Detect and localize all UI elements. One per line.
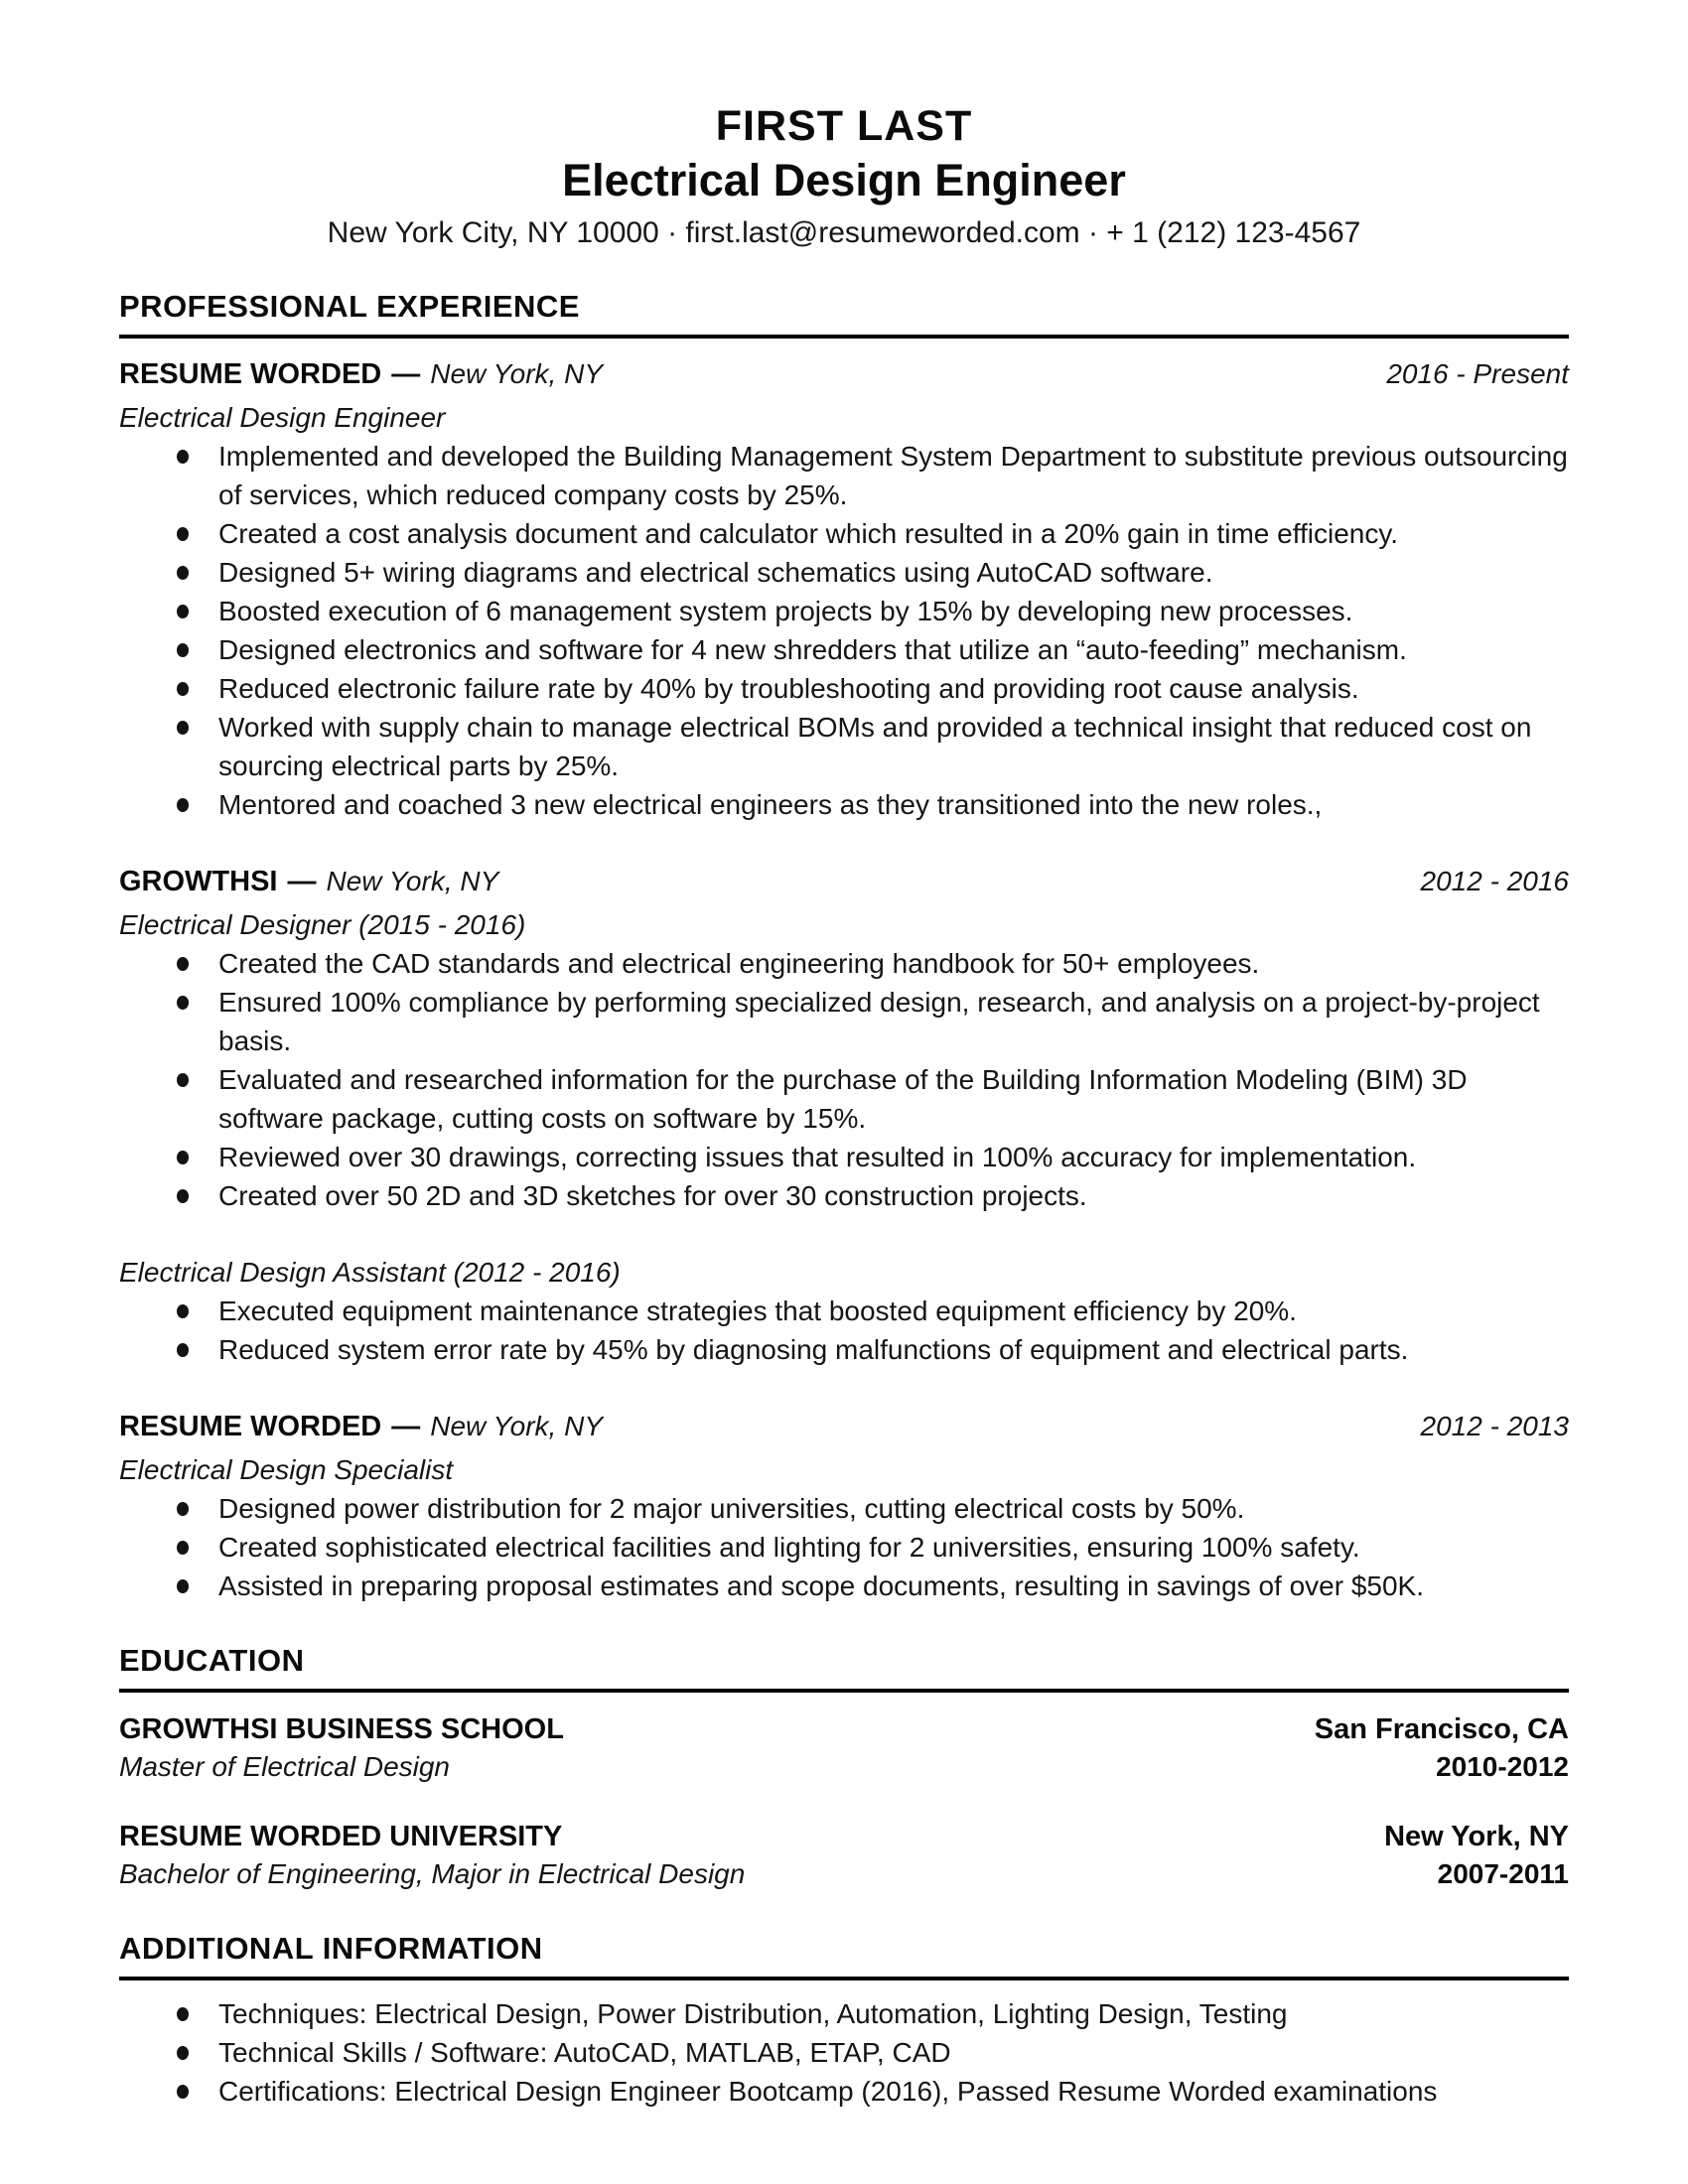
job-entry-growthsi	[119, 862, 1569, 1369]
bullet-text: Executed equipment maintenance strategies that boosted equipment efficiency by 20%.	[218, 1296, 1297, 1326]
job-company-line	[119, 862, 498, 905]
company-location-separator: —	[287, 866, 317, 897]
degree-dates: 2007-2011	[1437, 1858, 1569, 1889]
school-name: RESUME WORDED UNIVERSITY	[119, 1821, 563, 1852]
bullet-item	[119, 514, 1569, 553]
bullet-item	[119, 1138, 1569, 1176]
resume-header	[119, 103, 1569, 251]
bullet-text: Implemented and developed the Building Management System Department to substitute previous outsourcing of services, which reduced company costs by 25%.	[218, 441, 1568, 510]
job-company-line	[119, 354, 603, 398]
education-entry-resume-worded	[119, 1818, 1569, 1893]
bullet-item	[119, 944, 1569, 983]
bullet-dot-icon	[177, 1151, 189, 1164]
company-location: New York, NY	[430, 1411, 604, 1441]
bullet-item	[119, 630, 1569, 669]
candidate-name: FIRST LAST	[715, 102, 973, 150]
bullet-item	[119, 983, 1569, 1060]
school-name: GROWTHSI BUSINESS SCHOOL	[119, 1713, 564, 1745]
bullet-dot-icon	[177, 1502, 189, 1516]
bullet-text: Technical Skills / Software: AutoCAD, MATLAB, ETAP, CAD	[218, 2037, 951, 2068]
company-name: GROWTHSI	[119, 866, 278, 897]
bullet-dot-icon	[177, 957, 189, 971]
bullet-dot-icon	[177, 996, 189, 1010]
section-additional-information	[119, 1931, 1569, 2111]
bullet-item	[119, 669, 1569, 708]
job-dates: 2012 - 2016	[1420, 866, 1569, 896]
bullet-dot-icon	[177, 450, 189, 464]
bullet-dot-icon	[177, 2085, 189, 2099]
bullet-item	[119, 1330, 1569, 1369]
school-location: New York, NY	[1384, 1821, 1569, 1852]
bullet-text: Designed electronics and software for 4 new shredders that utilize an “auto-feeding” mechanism.	[218, 634, 1407, 665]
bullet-item	[119, 1292, 1569, 1330]
bullet-item	[119, 1060, 1569, 1138]
bullet-text: Created over 50 2D and 3D sketches for over 30 construction projects.	[218, 1180, 1087, 1211]
bullet-dot-icon	[177, 566, 189, 580]
role-block	[119, 1450, 1569, 1605]
bullet-dot-icon	[177, 1343, 189, 1357]
role-title: Electrical Design Engineer	[119, 402, 446, 433]
job-dates: 2012 - 2013	[1420, 1411, 1569, 1441]
bullet-dot-icon	[177, 605, 189, 618]
degree-dates: 2010-2012	[1436, 1751, 1569, 1782]
bullet-text: Reduced system error rate by 45% by diagnosing malfunctions of equipment and electrical parts.	[218, 1334, 1409, 1365]
candidate-title: Electrical Design Engineer	[562, 155, 1126, 205]
bullet-dot-icon	[177, 1073, 189, 1087]
role-title: Electrical Design Specialist	[119, 1454, 454, 1485]
bullet-item	[119, 1994, 1569, 2033]
bullet-dot-icon	[177, 721, 189, 735]
bullet-dot-icon	[177, 1579, 189, 1593]
job-company-line	[119, 1407, 603, 1450]
company-location: New York, NY	[326, 866, 499, 896]
job-dates: 2016 - Present	[1386, 358, 1569, 389]
bullet-item	[119, 437, 1569, 514]
school-location: San Francisco, CA	[1314, 1713, 1569, 1745]
bullet-dot-icon	[177, 527, 189, 541]
education-row	[119, 1855, 1569, 1893]
role-title: Electrical Design Assistant (2012 - 2016)	[119, 1257, 621, 1288]
role-block	[119, 398, 1569, 824]
additional-bullet-list	[119, 1994, 1569, 2111]
bullet-item	[119, 592, 1569, 630]
role-bullet-list	[119, 1292, 1569, 1369]
bullet-dot-icon	[177, 798, 189, 812]
section-heading-experience: PROFESSIONAL EXPERIENCE	[119, 289, 1569, 339]
bullet-dot-icon	[177, 643, 189, 657]
education-entry-growthsi	[119, 1710, 1569, 1786]
bullet-text: Designed power distribution for 2 major universities, cutting electrical costs by 50%.	[218, 1493, 1245, 1524]
company-location: New York, NY	[430, 358, 604, 389]
role-block	[119, 1253, 1569, 1369]
bullet-dot-icon	[177, 1541, 189, 1555]
bullet-text: Reviewed over 30 drawings, correcting issues that resulted in 100% accuracy for implementation.	[218, 1142, 1417, 1172]
education-row	[119, 1748, 1569, 1786]
bullet-text: Mentored and coached 3 new electrical engineers as they transitioned into the new roles.,	[218, 789, 1323, 820]
company-name: RESUME WORDED	[119, 1411, 382, 1442]
section-education	[119, 1643, 1569, 1893]
job-header	[119, 354, 1569, 398]
role-bullet-list	[119, 1489, 1569, 1605]
bullet-item	[119, 1528, 1569, 1567]
bullet-text: Techniques: Electrical Design, Power Distribution, Automation, Lighting Design, Testing	[218, 1998, 1288, 2029]
role-block	[119, 905, 1569, 1215]
bullet-item	[119, 1567, 1569, 1605]
bullet-item	[119, 708, 1569, 785]
job-header	[119, 862, 1569, 905]
company-name: RESUME WORDED	[119, 358, 382, 390]
bullet-text: Reduced electronic failure rate by 40% by troubleshooting and providing root cause analysis.	[218, 673, 1359, 704]
bullet-text: Certifications: Electrical Design Engineer Bootcamp (2016), Passed Resume Worded examinations	[218, 2076, 1438, 2107]
company-location-separator: —	[391, 358, 421, 390]
company-location-separator: —	[391, 1411, 421, 1442]
bullet-text: Ensured 100% compliance by performing specialized design, research, and analysis on a project-by-project basis.	[218, 987, 1540, 1056]
job-entry-resume-worded-1	[119, 354, 1569, 824]
bullet-text: Evaluated and researched information for the purchase of the Building Information Modeling (BIM) 3D software package, cutting costs on software by 15%.	[218, 1064, 1468, 1134]
job-entry-resume-worded-2	[119, 1407, 1569, 1605]
education-row	[119, 1710, 1569, 1748]
role-title: Electrical Designer (2015 - 2016)	[119, 909, 526, 940]
bullet-text: Assisted in preparing proposal estimates and scope documents, resulting in savings of over $50K.	[218, 1570, 1425, 1601]
bullet-dot-icon	[177, 1189, 189, 1203]
bullet-item	[119, 553, 1569, 592]
bullet-text: Boosted execution of 6 management system projects by 15% by developing new processes.	[218, 596, 1353, 626]
bullet-dot-icon	[177, 2007, 189, 2021]
education-row	[119, 1818, 1569, 1855]
bullet-text: Created sophisticated electrical facilities and lighting for 2 universities, ensuring 100% safety.	[218, 1532, 1360, 1563]
role-bullet-list	[119, 944, 1569, 1215]
bullet-item	[119, 1176, 1569, 1215]
section-professional-experience	[119, 289, 1569, 1605]
degree-name: Bachelor of Engineering, Major in Electrical Design	[119, 1858, 746, 1889]
bullet-item	[119, 2033, 1569, 2072]
bullet-item	[119, 785, 1569, 824]
section-heading-education: EDUCATION	[119, 1643, 1569, 1693]
section-heading-additional: ADDITIONAL INFORMATION	[119, 1931, 1569, 1980]
role-bullet-list	[119, 437, 1569, 824]
bullet-dot-icon	[177, 2046, 189, 2060]
bullet-dot-icon	[177, 1304, 189, 1318]
bullet-text: Created the CAD standards and electrical engineering handbook for 50+ employees.	[218, 948, 1260, 979]
contact-line: New York City, NY 10000 · first.last@resumeworded.com · + 1 (212) 123-4567	[327, 216, 1361, 249]
job-header	[119, 1407, 1569, 1450]
bullet-item	[119, 2072, 1569, 2111]
bullet-dot-icon	[177, 682, 189, 696]
bullet-text: Created a cost analysis document and calculator which resulted in a 20% gain in time efficiency.	[218, 518, 1399, 549]
degree-name: Master of Electrical Design	[119, 1751, 451, 1782]
bullet-item	[119, 1489, 1569, 1528]
bullet-text: Designed 5+ wiring diagrams and electrical schematics using AutoCAD software.	[218, 557, 1213, 588]
bullet-text: Worked with supply chain to manage electrical BOMs and provided a technical insight that reduced cost on sourcing electrical parts by 25%.	[218, 712, 1532, 781]
